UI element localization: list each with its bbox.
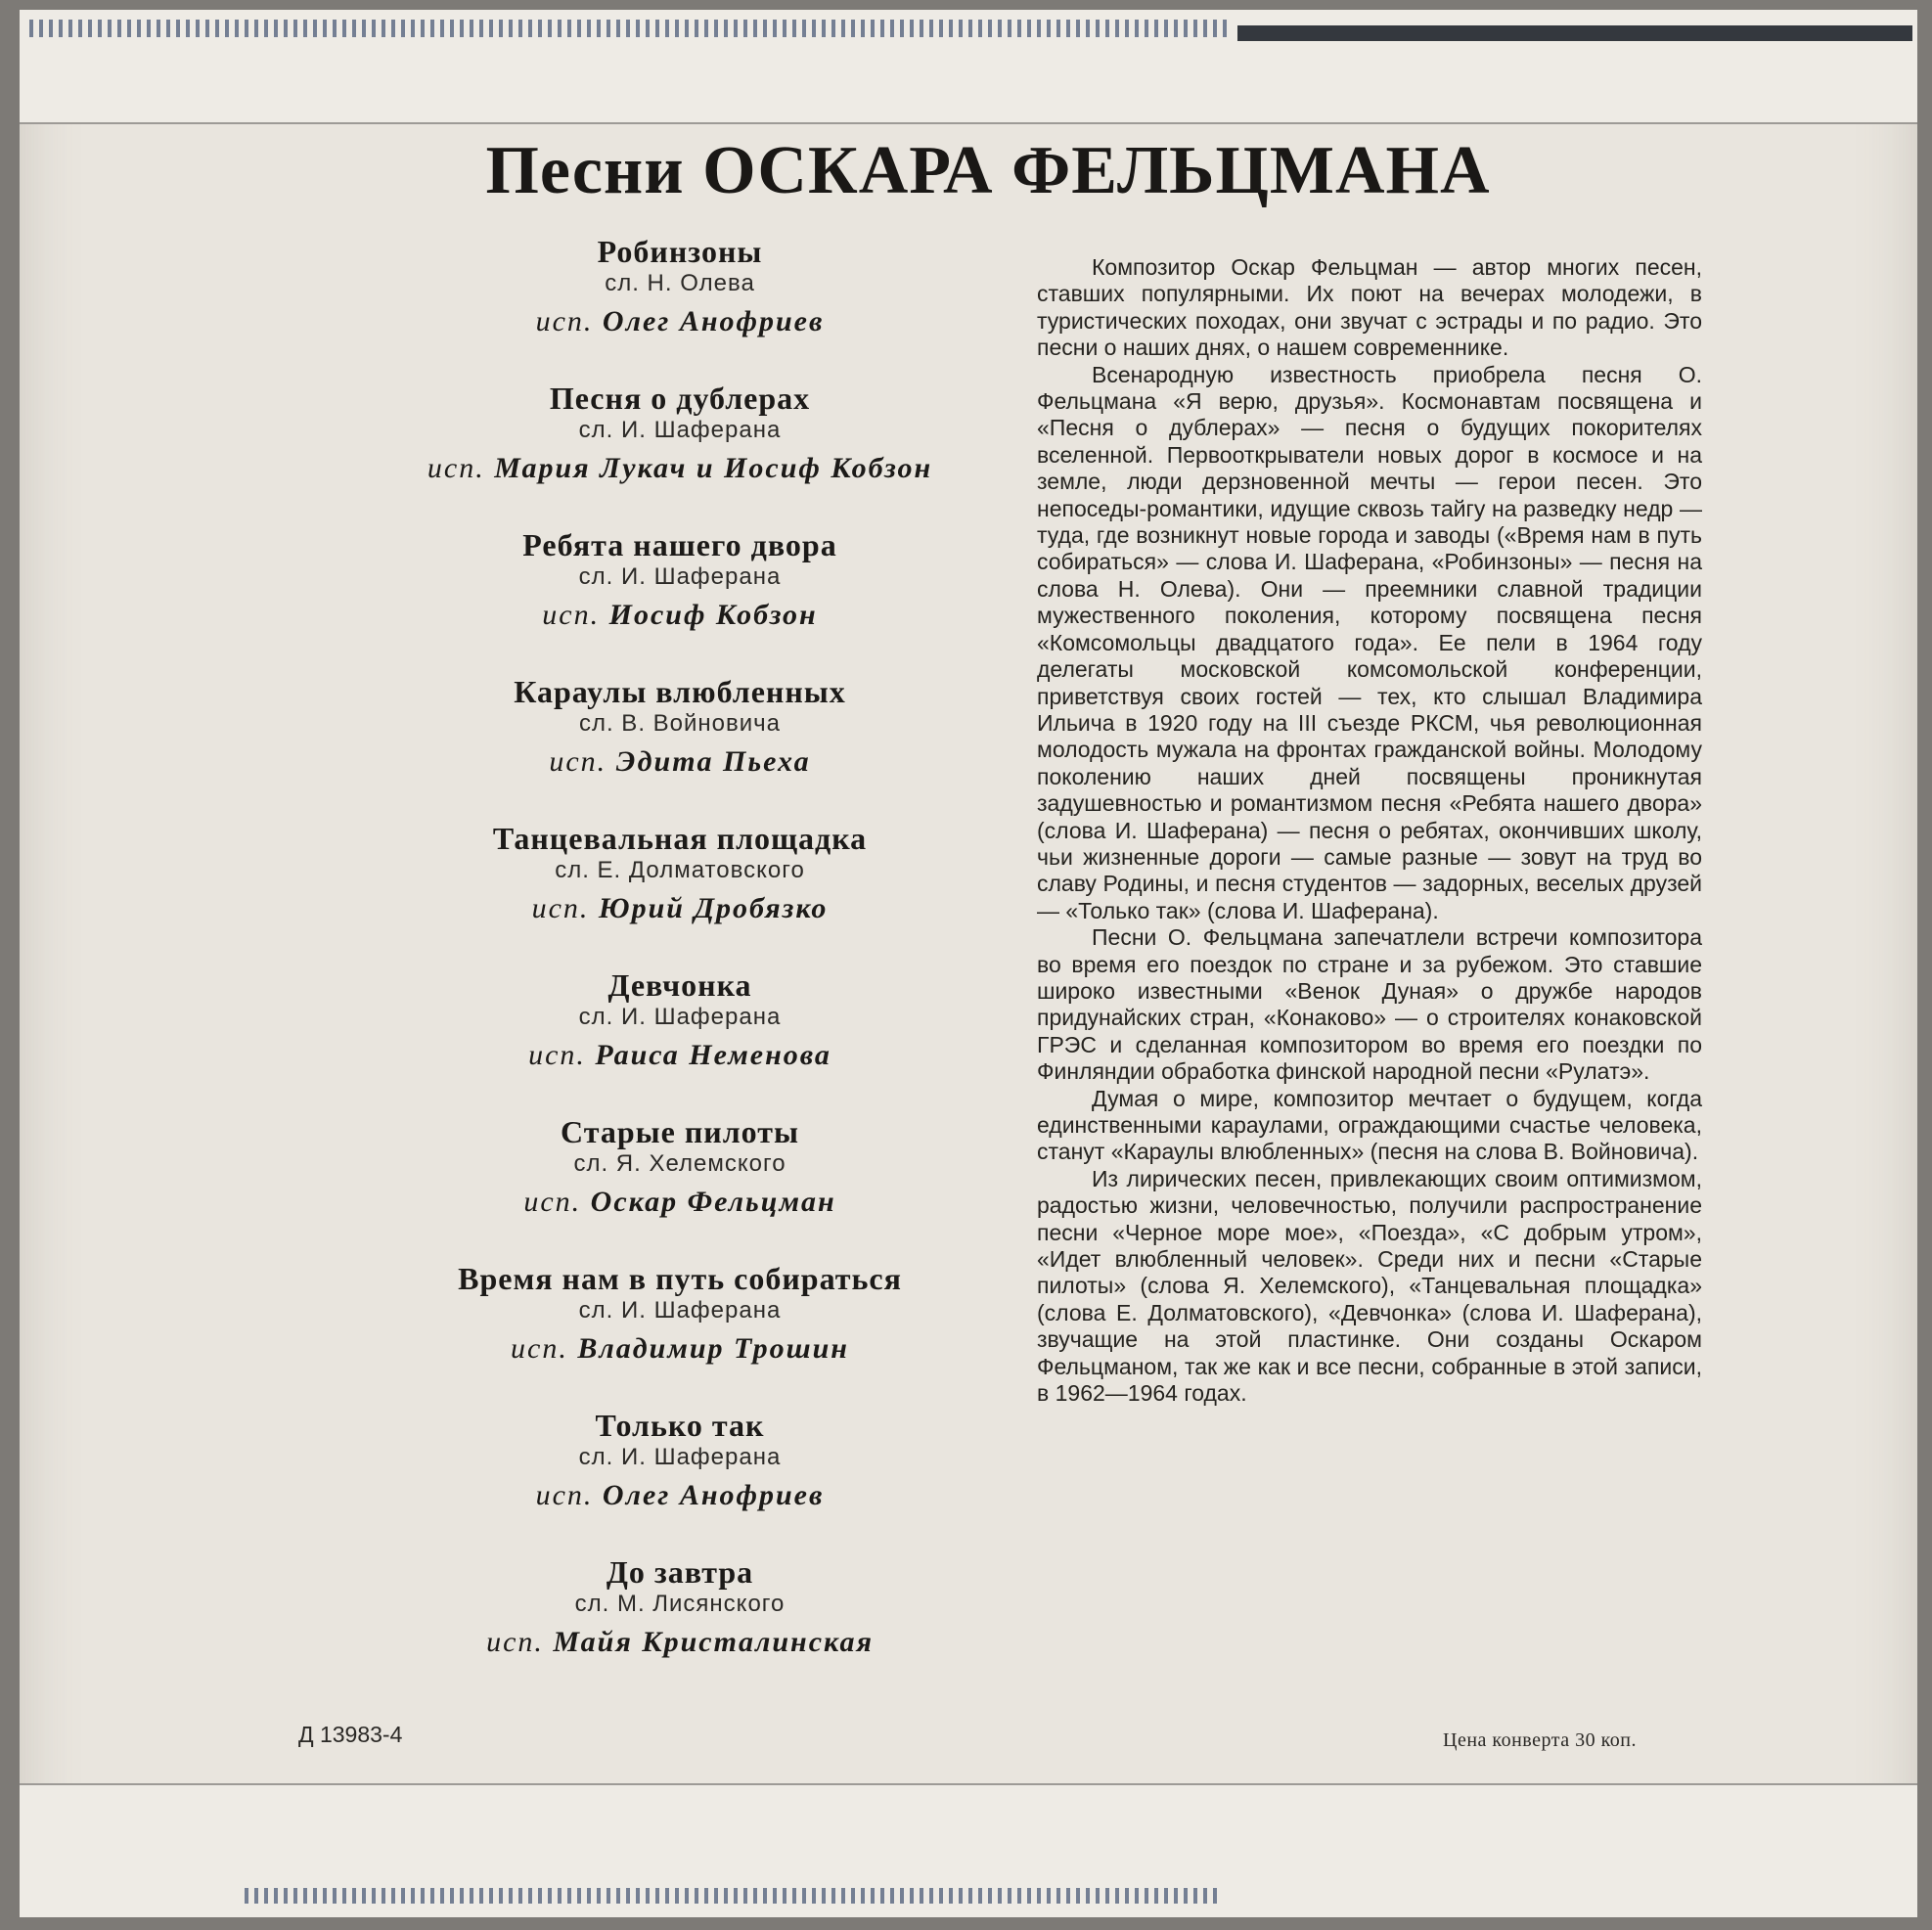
performer-prefix: исп. <box>528 1039 586 1071</box>
bottom-flap <box>20 1783 1917 1917</box>
performer-prefix: исп. <box>427 452 485 484</box>
track-title: Танцевальная площадка <box>492 821 868 856</box>
track-performer <box>328 446 1032 491</box>
track-item <box>328 1409 1032 1555</box>
performer-name: Иосиф Кобзон <box>608 599 818 631</box>
performer-name: Юрий Дробязко <box>598 892 829 924</box>
performer-name: Майя Кристалинская <box>553 1626 874 1658</box>
bottom-dash-border <box>245 1888 1223 1904</box>
performer-name: Оскар Фельцман <box>590 1186 836 1218</box>
performer-name: Эдита Пьеха <box>615 745 811 778</box>
track-title: Песня о дублерах <box>549 381 811 416</box>
track-item <box>328 1555 1032 1702</box>
track-lyrics-credit: сл. Н. Олева <box>605 270 755 296</box>
track-lyrics-credit: сл. И. Шаферана <box>578 417 782 443</box>
track-item <box>328 968 1032 1115</box>
catalog-number: Д 13983-4 <box>298 1722 403 1747</box>
track-lyrics-credit: сл. И. Шаферана <box>578 1444 782 1470</box>
page-title: Песни ОСКАРА ФЕЛЬЦМАНА <box>485 133 1491 208</box>
track-lyrics-credit: сл. Я. Хелемского <box>573 1150 786 1177</box>
track-lyrics-credit: сл. В. Войновича <box>578 710 782 737</box>
track-performer <box>328 1620 1032 1665</box>
liner-notes-paragraph: Из лирических песен, привлекающих своим оптимизмом, радостью жизни, человечностью, получили распространение песни «Черное море мое», «Поезда», «С добрым утром», «Идет влюбленный человек». Среди них и песни «Старые пилоты» (слова Я. Хелемского), «Танцевальная площадка» (слова Е. Долматовского), «Девчонка» (слова И. Шаферана), звучащие на этой пластинке. Они созданы Оскаром Фельцманом, так же как и все песни, собранные в этой записи, в 1962—1964 годах. <box>1037 1165 1702 1407</box>
top-dark-bar <box>1237 25 1912 41</box>
top-flap <box>20 10 1917 124</box>
performer-name: Владимир Трошин <box>577 1332 849 1365</box>
liner-notes <box>1037 254 1702 1407</box>
track-title: Ребята нашего двора <box>522 527 837 562</box>
track-performer <box>328 1473 1032 1518</box>
track-title: Время нам в путь собираться <box>458 1261 902 1296</box>
performer-prefix: исп. <box>549 745 607 778</box>
performer-name: Раиса Неменова <box>595 1039 831 1071</box>
performer-name: Мария Лукач и Иосиф Кобзон <box>494 452 933 484</box>
liner-notes-paragraph: Композитор Оскар Фельцман — автор многих песен, ставших популярными. Их поют на вечерах молодежи, в туристических походах, они звучат с эстрады и по радио. Это песни о наших днях, о нашем современнике. <box>1037 254 1702 361</box>
track-title: Робинзоны <box>597 234 763 269</box>
track-item <box>328 382 1032 528</box>
track-item <box>328 1262 1032 1409</box>
track-performer <box>328 1180 1032 1225</box>
track-performer <box>328 886 1032 931</box>
liner-notes-paragraph: Думая о мире, композитор мечтает о будущем, когда единственными караулами, ограждающими счастье человека, станут «Караулы влюбленных» (песня на слова В. Войновича). <box>1037 1085 1702 1165</box>
track-title: До завтра <box>606 1554 754 1590</box>
performer-prefix: исп. <box>486 1626 544 1658</box>
liner-notes-paragraph: Всенародную известность приобрела песня О. Фельцмана «Я верю, друзья». Космонавтам посвящена и «Песня о дублерах» — песня о будущих покорителях вселенной. Первооткрыватели новых дорог в космосе и на земле, люди дерзновенной мечты — герои песен. Это непоседы-романтики, идущие сквозь тайгу на разведку недр — туда, где возникнут новые города и заводы («Время нам в путь собираться» — слова И. Шаферана, «Робинзоны» — песня на слова Н. Олева). Они — преемники славной традиции мужественного поколения, которому посвящена песня «Комсомольцы двадцатого года». Ее пели в 1964 году делегаты московской комсомольской конференции, приветствуя своих гостей — тех, кто слышал Владимира Ильича в 1920 году на III съезде РКСМ, чья революционная молодость мужала на фронтах гражданской войны. Молодому поколению наших дней посвящены проникнутая задушевностью и романтизмом песня «Ребята нашего двора» (слова И. Шаферана) — песня о ребятах, окончивших школу, чьи жизненные дороги — самые разные — зовут на труд во славу Родины, и песня студентов — задорных, веселых друзей — «Только так» (слова И. Шаферана). <box>1037 361 1702 923</box>
track-item <box>328 822 1032 968</box>
track-lyrics-credit: сл. И. Шаферана <box>578 1297 782 1324</box>
performer-prefix: исп. <box>511 1332 568 1365</box>
track-performer <box>328 1033 1032 1078</box>
track-title: Девчонка <box>607 967 752 1003</box>
performer-prefix: исп. <box>542 599 601 631</box>
track-lyrics-credit: сл. Е. Долматовского <box>555 857 805 883</box>
track-title: Караулы влюбленных <box>514 674 846 709</box>
performer-prefix: исп. <box>523 1186 582 1218</box>
performer-prefix: исп. <box>535 305 594 337</box>
track-item <box>328 675 1032 822</box>
track-item <box>328 528 1032 675</box>
track-item <box>328 1115 1032 1262</box>
track-performer <box>328 593 1032 638</box>
track-item <box>328 235 1032 382</box>
price-note: Цена конверта 30 коп. <box>1443 1729 1638 1751</box>
top-dash-border <box>29 20 1228 37</box>
performer-prefix: исп. <box>531 892 590 924</box>
track-performer <box>328 740 1032 785</box>
performer-name: Олег Анофриев <box>602 305 825 337</box>
track-performer <box>328 1326 1032 1371</box>
track-title: Старые пилоты <box>561 1114 799 1149</box>
performer-name: Олег Анофриев <box>602 1479 825 1511</box>
performer-prefix: исп. <box>535 1479 594 1511</box>
track-lyrics-credit: сл. М. Лисянского <box>574 1591 786 1617</box>
track-list <box>328 235 1032 1702</box>
track-performer <box>328 299 1032 344</box>
track-lyrics-credit: сл. И. Шаферана <box>578 563 782 590</box>
track-title: Только так <box>595 1408 765 1443</box>
liner-notes-paragraph: Песни О. Фельцмана запечатлели встречи композитора во время его поездок по стране и за рубежом. Это ставшие широко известными «Венок Дуная» о дружбе народов придунайских стран, «Конаково» — о строителях конаковской ГРЭС и сделанная композитором во время его поездки по Финляндии обработка финской народной песни «Рулатэ». <box>1037 924 1702 1085</box>
track-lyrics-credit: сл. И. Шаферана <box>578 1004 782 1030</box>
